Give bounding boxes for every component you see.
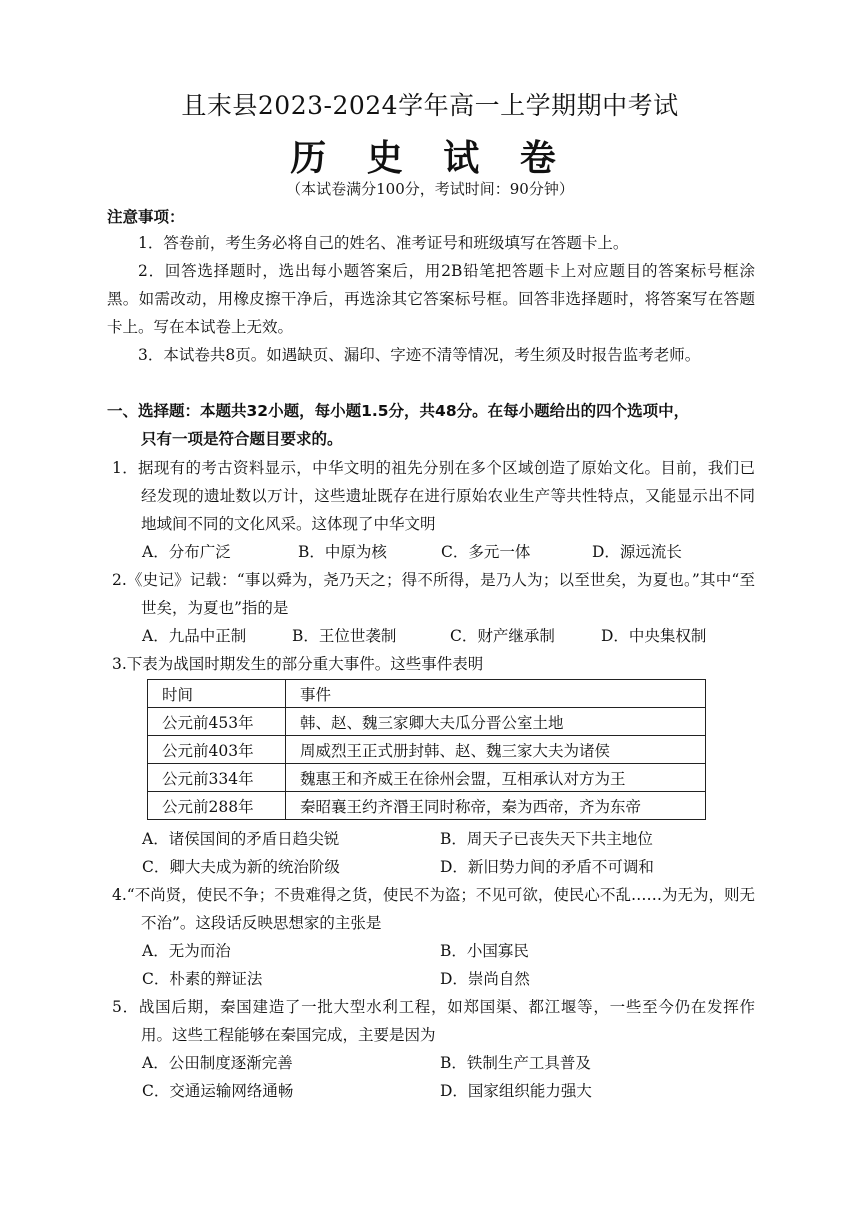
section-heading [107, 397, 755, 453]
notice-item-2: 2．回答选择题时，选出每小题答案后，用2B铅笔把答题卡上对应题目的答案标号框涂黑。如需改动，用橡皮擦干净后，再选涂其它答案标号框。回答非选择题时，将答案写在答题卡上。写在本试卷上无效。 [107, 262, 755, 336]
option-c: C．多元一体 [441, 543, 531, 561]
table-cell-event: 周威烈王正式册封韩、赵、魏三家大夫为诸侯 [286, 736, 706, 764]
option-b: B．周天子已丧失天下共主地位 [440, 830, 653, 848]
exam-title: 且末县2023-2024学年高一上学期期中考试 [181, 91, 679, 120]
option-c: C．卿大夫成为新的统治阶级 [142, 858, 340, 876]
section-heading-line1: 一、选择题：本题共32小题，每小题1.5分，共48分。在每小题给出的四个选项中， [107, 402, 690, 420]
question-5-stem: 5．战国后期，秦国建造了一批大型水利工程，如郑国渠、都江堰等，一些至今仍在发挥作用。这些工程能够在秦国完成，主要是因为 [112, 998, 755, 1044]
section-heading-line2: 只有一项是符合题目要求的。 [141, 430, 343, 448]
question-4-options [142, 937, 762, 993]
table-header-row [148, 680, 706, 708]
question-3-stem: 3.下表为战国时期发生的部分重大事件。这些事件表明 [112, 655, 484, 673]
notice-item-1: 1．答卷前，考生务必将自己的姓名、准考证号和班级填写在答题卡上。 [138, 234, 629, 252]
option-a: A．九品中正制 [142, 627, 247, 645]
table-row [148, 736, 706, 764]
table-cell-event: 秦昭襄王约齐湣王同时称帝，秦为西帝，齐为东帝 [286, 792, 706, 820]
table-cell-time: 公元前403年 [148, 736, 286, 764]
table-cell-event: 魏惠王和齐威王在徐州会盟，互相承认对方为王 [286, 764, 706, 792]
option-d: D．崇尚自然 [440, 970, 530, 988]
question-1-stem: 1．据现有的考古资料显示，中华文明的祖先分别在多个区域创造了原始文化。目前，我们已经发现的遗址数以万计，这些遗址既存在进行原始农业生产等共性特点，又能显示出不同地域间不同的文化风采。这体现了中华文明 [112, 459, 755, 533]
option-b: B．小国寡民 [440, 942, 529, 960]
question-3 [112, 650, 755, 678]
option-b: B．中原为核 [298, 543, 387, 561]
question-4 [112, 881, 755, 937]
question-2 [112, 566, 755, 622]
option-b: B．铁制生产工具普及 [440, 1054, 591, 1072]
question-2-stem: 2.《史记》记载：“事以舜为，尧乃天之；得不所得，是乃人为；以至世矣，为夏也。”其中“至世矣，为夏也”指的是 [112, 571, 755, 617]
exam-info: （本试卷满分100分，考试时间：90分钟） [286, 180, 574, 198]
table-row [148, 708, 706, 736]
subject-title: 历 史 试 卷 [290, 138, 570, 179]
question-5-options [142, 1049, 762, 1105]
option-b: B．王位世袭制 [292, 627, 397, 645]
option-c: C．交通运输网络通畅 [142, 1082, 294, 1100]
notice-item-3: 3．本试卷共8页。如遇缺页、漏印、字迹不清等情况，考生须及时报告监考老师。 [138, 346, 701, 364]
table-cell-event: 韩、赵、魏三家卿大夫瓜分晋公室土地 [286, 708, 706, 736]
option-a: A．分布广泛 [142, 543, 231, 561]
question-4-stem: 4.“不尚贤，使民不争；不贵难得之货，使民不为盗；不见可欲，使民心不乱……为无为，则无不治”。这段话反映思想家的主张是 [112, 886, 755, 932]
option-d: D．中央集权制 [601, 627, 707, 645]
question-1-options [142, 538, 752, 566]
option-d: D．源远流长 [592, 543, 682, 561]
events-table [147, 679, 706, 820]
option-d: D．国家组织能力强大 [440, 1082, 592, 1100]
question-3-options [142, 825, 762, 881]
table-row [148, 792, 706, 820]
table-header-event: 事件 [286, 680, 706, 708]
table-row [148, 764, 706, 792]
table-header-time: 时间 [148, 680, 286, 708]
option-a: A．诸侯国间的矛盾日趋尖锐 [142, 830, 340, 848]
table-cell-time: 公元前453年 [148, 708, 286, 736]
question-2-options [142, 622, 752, 650]
table-cell-time: 公元前288年 [148, 792, 286, 820]
question-1 [112, 454, 755, 538]
option-d: D．新旧势力间的矛盾不可调和 [440, 858, 654, 876]
option-a: A．公田制度逐渐完善 [142, 1054, 293, 1072]
option-a: A．无为而治 [142, 942, 231, 960]
table-cell-time: 公元前334年 [148, 764, 286, 792]
notice-heading: 注意事项： [107, 208, 185, 226]
option-c: C．朴素的辩证法 [142, 970, 263, 988]
question-5 [112, 993, 755, 1049]
option-c: C．财产继承制 [450, 627, 555, 645]
